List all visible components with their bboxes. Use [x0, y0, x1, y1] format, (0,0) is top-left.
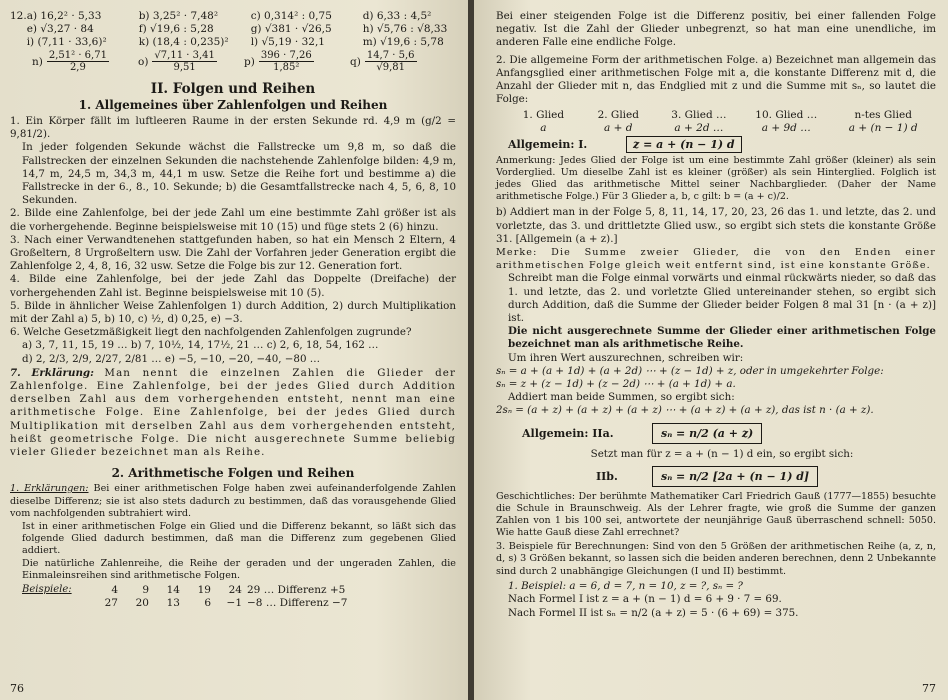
exercise-12-item: a) 16,2² · 5,33	[26, 10, 102, 22]
formel-2-calc: Nach Formel II ist sₙ = n/2 (a + z) = 5 · (6 + 69) = 375.	[508, 606, 799, 619]
item-6-sequences-b: d) 2, 2/3, 2/9, 2/27, 2/81 … e) −5, −10, −20, −40, −80 …	[22, 352, 321, 365]
sum-line-1: sₙ = a + (a + 1d) + (a + 2d) ⋯ + (z − 1d) + z, oder in umgekehrter Folge:	[496, 364, 884, 377]
item-1b-text: Bei einer arithmetischen Folge haben zwei aufeinanderfolgende Zahlen dieselbe Differenz; sie ist also stets dadurch zu bestimmen, daß das vorausgehende Glied vom nachfolgenden subtrahiert wird.	[10, 483, 456, 520]
page-number-right: 77	[922, 682, 936, 695]
item-1b	[10, 483, 456, 520]
geschichtliches: Geschichtliches: Der berühmte Mathematiker Carl Friedrich Gauß (1777—1855) besuchte die Schule in Braunschweig. Als der Lehrer fragte, wie groß die Summe der ganzen Zahlen von 1 bis 100 sei, antwortete der neunjährige Gauß überraschend schnell: 5050. Wie hatte Gauß diese Zahl errechnet?	[496, 490, 936, 538]
exercise-12-item: l) √5,19 · 32,1	[250, 36, 325, 48]
sum-line-2: sₙ = z + (z − 1d) + (z − 2d) ⋯ + (a + 1d) + a.	[496, 378, 736, 391]
exercise-12-item: e) √3,27 · 84	[26, 23, 94, 35]
exercise-12-grid	[27, 10, 458, 49]
glied-values	[506, 122, 936, 135]
item-1b-text3: Die natürliche Zahlenreihe, die Reihe der geraden und der ungeraden Zahlen, die Einmaleinsreihen sind arithmetische Folgen.	[22, 557, 456, 582]
item-3: 3. Nach einer Verwandtenehen stattgefunden haben, so hat ein Mensch 2 Eltern, 4 Großeltern, 8 Urgroßeltern usw. Die Zahl der Vorfahren jeder Generation ergibt die Zahlenfolge 2, 4, 8, 16, 32 usw. Setze die Folge bis zur 12. Generation fort.	[10, 233, 456, 273]
fraction-item-label: q)	[350, 55, 361, 68]
exercise-12-item: m) √19,6 : 5,78	[362, 36, 444, 48]
schreibt-paragraph: Schreibt man die Folge einmal vorwärts und einmal rückwärts nieder, so daß das 1. und letzte, das 2. und vorletzte Glied untereinander stehen, so ergibt sich durch Addition, daß die Summe der Glieder beider Folgen 8 mal 31 [n · (a + z)] ist.	[508, 272, 936, 325]
formula-1-row	[508, 136, 936, 153]
allgemein-2a-label: Allgemein: IIa.	[522, 426, 614, 440]
item-2-general-form: 2. Die allgemeine Form der arithmetischen Folge. a) Bezeichnet man allgemein das Anfangsglied einer arithmetischen Folge mit a, die konstante Differenz mit d, die Anzahl der Glieder mit n, das Endglied mit z und die Summe mit sₙ, so lautet die Folge:	[496, 53, 936, 106]
item-6-sequences-a: a) 3, 7, 11, 15, 19 … b) 7, 10½, 14, 17½, 21 … c) 2, 6, 18, 54, 162 …	[22, 339, 379, 352]
fraction-denominator: √9,81	[376, 62, 405, 73]
sum-line-3: 2sₙ = (a + z) + (a + z) + (a + z) ⋯ + (a + z) + (a + z), das ist n · (a + z).	[496, 404, 874, 417]
allgemein-1-label: Allgemein: I.	[508, 138, 588, 152]
merke: Merke: Die Summe zweier Glieder, die von den Enden einer arithmetischen Folge gleich weit entfernt sind, ist eine konstante Größe.	[496, 247, 936, 272]
exercise-12-item: b) 3,25² · 7,48²	[138, 10, 219, 22]
formula-2b-box: sₙ = n/2 [2a + (n − 1) d]	[652, 466, 818, 487]
fraction-denominator: 9,51	[173, 62, 196, 73]
fraction-numerator: √7,11 · 3,41	[154, 50, 215, 61]
item-2: 2. Bilde eine Zahlenfolge, bei der jede Zahl um eine bestimmte Zahl größer ist als die vorhergehende. Beginne beispielsweise mit 10 (15) und füge stets 2 (6) hinzu.	[10, 207, 456, 233]
glied-header: n-tes Glied	[854, 109, 912, 122]
fraction	[152, 50, 216, 73]
formel-1-calc: Nach Formel I ist z = a + (n − 1) d = 6 + 9 · 7 = 69.	[508, 593, 782, 606]
beispiele-cell: −1	[226, 596, 242, 609]
fraction	[365, 50, 417, 73]
item-1b-text2: Ist in einer arithmetischen Folge ein Glied und die Differenz bekannt, so läßt sich das folgende Glied dadurch bestimmen, daß man die Differenz zum gegebenen Glied addiert.	[22, 520, 456, 557]
beispiele-row	[92, 597, 352, 610]
beispiele-cell: −8 … Differenz −7	[247, 596, 348, 609]
item-6: 6. Welche Gesetzmäßigkeit liegt den nachfolgenden Zahlenfolgen zugrunde?	[10, 326, 412, 339]
beispiele-cell: 4	[111, 583, 118, 596]
fraction-numerator: 14,7 · 5,6	[366, 50, 415, 61]
exercise-12-fraction-item	[244, 50, 350, 73]
page-number-left: 76	[10, 682, 24, 695]
beispiele-cell: 6	[204, 596, 211, 609]
left-page	[0, 0, 470, 700]
beispiele-cell: 29 … Differenz +5	[247, 583, 346, 596]
fraction-denominator: 2,9	[69, 62, 86, 73]
addiert-paragraph: Addiert man beide Summen, so ergibt sich:	[508, 391, 735, 404]
formula-2a-row	[522, 423, 936, 444]
glied-header: 1. Glied	[522, 109, 565, 122]
item-3: 3. Beispiele für Berechnungen: Sind von den 5 Größen der arithmetischen Reihe (a, z, n, d, s) 3 Größen bekannt, so lassen sich die beiden anderen berechnen, denn 2 Unbekannte sind durch 2 unabhängige Gleichungen (I und II) bestimmt.	[496, 540, 936, 577]
glied-header: 10. Glied …	[755, 109, 818, 122]
item-7	[10, 367, 456, 459]
beispiele-cell: 20	[135, 596, 149, 609]
exercise-12-item: i) (7,11 · 33,6)²	[26, 36, 107, 48]
beispiele-label: Beispiele:	[22, 583, 72, 595]
exercise-12	[10, 10, 456, 49]
item-7-label: 7. Erklärung:	[10, 366, 94, 379]
item-4: 4. Bilde eine Zahlenfolge, bei der jede Zahl das Doppelte (Dreifache) der vorhergehenden Zahl ist. Beginne beispielsweise mit 10 (5).	[10, 273, 456, 299]
section-title: II. Folgen und Reihen	[150, 81, 316, 97]
exercise-12-fraction-item	[138, 50, 244, 73]
exercise-12-row	[27, 23, 458, 36]
glied-value: a + (n − 1) d	[848, 121, 918, 134]
beispiele-cell: 13	[166, 596, 180, 609]
um-ihren-wert: Um ihren Wert auszurechnen, schreiben wir:	[508, 351, 744, 364]
exercise-12-item: h) √5,76 : √8,33	[362, 23, 448, 35]
exercise-12-item: f) √19,6 : 5,28	[138, 23, 214, 35]
formula-1-box: z = a + (n − 1) d	[626, 136, 742, 153]
subsection-2-title: 2. Arithmetische Folgen und Reihen	[111, 466, 355, 481]
item-7-text: Man nennt die einzelnen Zahlen die Glieder der Zahlenfolge. Eine Zahlenfolge, bei der jedes Glied durch Addition derselben Zahl aus dem vorhergehenden entsteht, nennt man eine arithmetische Folge. Eine Zahlenfolge, bei der jedes Glied durch Multiplikation mit derselben Zahl aus dem vorhergehenden entsteht, heißt geometrische Folge. Die nicht ausgerechnete Summe beliebig vieler Glieder bezeichnet man als Reihe.	[10, 366, 456, 459]
exercise-12-item: c) 0,314² : 0,75	[250, 10, 332, 22]
item-5: 5. Bilde in ähnlicher Weise Zahlenfolgen 1) durch Addition, 2) durch Multiplikation mit der Zahl a) 5, b) 10, c) ½, d) 0,25, e) −3.	[10, 299, 456, 326]
item-1-text: 1. Ein Körper fällt im luftleeren Raume in der ersten Sekunde rd. 4,9 m (g/2 = 9,81/2).	[10, 115, 456, 141]
beispiele-row	[92, 584, 352, 597]
subsection-1-title: 1. Allgemeines über Zahlenfolgen und Reihen	[78, 98, 388, 112]
beispiele-table	[92, 584, 352, 610]
anmerkung: Anmerkung: Jedes Glied der Folge ist um eine bestimmte Zahl größer (kleiner) als sein Vorderglied. Um dieselbe Zahl ist es kleiner (größer) als sein Hinterglied. Folglich ist jedes Glied das arithmetische Mittel seiner Nachbarglieder. (Daher der Name arithmetische Folge.) Für 3 Glieder a, b, c gilt: b = (a + c)/2.	[496, 155, 936, 203]
exercise-12-fraction-item	[350, 50, 456, 73]
fraction-item-label: p)	[244, 55, 255, 68]
item-2b: b) Addiert man in der Folge 5, 8, 11, 14, 17, 20, 23, 26 das 1. und letzte, das 2. und vorletzte, das 3. und drittletzte Glied usw., so ergibt sich stets die konstante Größe 31. [Allgemein (a + z).]	[496, 206, 936, 245]
glied-value: a	[540, 121, 547, 134]
fraction-item-label: n)	[32, 55, 43, 68]
item-1b-label: 1. Erklärungen:	[10, 483, 89, 495]
fraction	[259, 50, 314, 73]
intro-paragraph: Bei einer steigenden Folge ist die Differenz positiv, bei einer fallenden Folge negativ. Ist die Zahl der Glieder unbegrenzt, so hat man eine unendliche, im anderen Falle eine endliche Folge.	[496, 10, 936, 49]
exercise-12-item: k) (18,4 : 0,235)²	[138, 36, 229, 48]
exercise-12-item: d) 6,33 : 4,5²	[362, 10, 432, 22]
fraction-denominator: 1,85²	[273, 62, 300, 73]
exercise-12-label: 12.	[10, 10, 27, 22]
setzt-paragraph: Setzt man für z = a + (n − 1) d ein, so ergibt sich:	[590, 447, 854, 460]
glied-table	[506, 109, 936, 134]
right-page	[474, 0, 948, 700]
glied-value: a + 2d …	[674, 121, 724, 134]
fraction-numerator: 396 · 7,26	[260, 50, 312, 61]
formula-2b-row	[596, 466, 936, 487]
formula-2b-label: IIb.	[596, 469, 618, 483]
exercise-12-fraction-row	[10, 50, 456, 73]
item-1-intro	[10, 115, 456, 141]
glied-value: a + 9d …	[761, 121, 811, 134]
glied-value: a + d	[604, 121, 633, 134]
glied-headers	[506, 109, 936, 122]
glied-header: 3. Glied …	[671, 109, 727, 122]
fraction	[47, 50, 109, 73]
beispiele-cell: 9	[142, 583, 149, 596]
beispiele-cell: 14	[166, 583, 180, 596]
arithmetische-reihe-def: Die nicht ausgerechnete Summe der Glieder einer arithmetischen Folge bezeichnet man als arithmetische Reihe.	[508, 325, 936, 351]
exercise-12-row	[27, 10, 458, 23]
beispiele-block	[10, 584, 456, 610]
item-1-body: In jeder folgenden Sekunde wächst die Fallstrecke um 9,8 m, so daß die Fallstrecken der einzelnen Sekunden die nachstehende Zahlenfolge bilden: 4,9 m, 14,7 m, 24,5 m, 34,3 m, 44,1 m usw. Setze die Reihe fort und bestimme a) die Fallstrecke in der 6., 8., 10. Sekunde; b) die Gesamtfallstrecke nach 4, 5, 6, 8, 10 Sekunden.	[22, 141, 456, 207]
fraction-item-label: o)	[138, 55, 149, 68]
glied-header: 2. Glied	[597, 109, 639, 122]
beispiele-cell: 27	[104, 596, 118, 609]
beispiele-cell: 19	[197, 583, 211, 596]
fraction-numerator: 2,51² · 6,71	[48, 50, 107, 61]
beispiele-cell: 24	[228, 583, 242, 596]
exercise-12-item: g) √381 · √26,5	[250, 23, 332, 35]
formula-2a-box: sₙ = n/2 (a + z)	[652, 423, 762, 444]
beispiel-1: 1. Beispiel: a = 6, d = 7, n = 10, z = ?, sₙ = ?	[508, 580, 743, 593]
exercise-12-row	[27, 36, 458, 49]
exercise-12-fraction-item	[32, 50, 138, 73]
